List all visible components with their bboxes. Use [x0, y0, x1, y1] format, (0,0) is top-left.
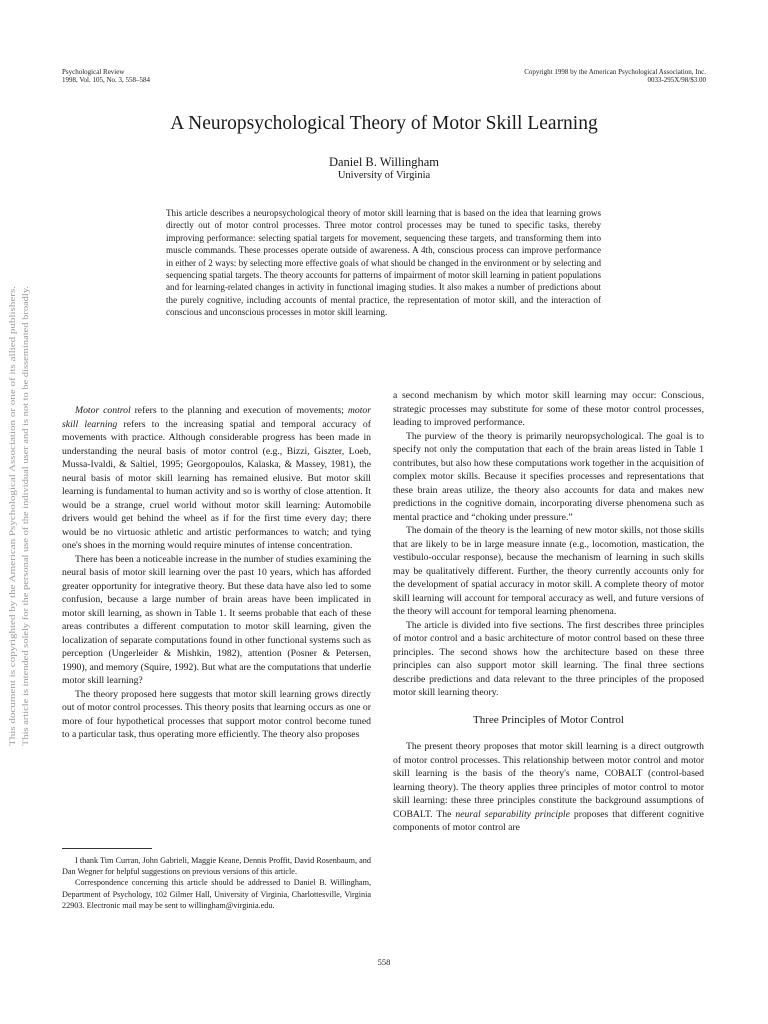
acknowledgment-footnote: I thank Tim Curran, John Gabrieli, Maggie Keane, Dennis Proffit, David Rosenbaum, and Dan Wegner for helpful suggestions on previous versions of this article. — [62, 856, 371, 877]
copyright-line: Copyright 1998 by the American Psychological Association, Inc. — [524, 68, 706, 76]
left-column — [62, 404, 371, 742]
paragraph — [62, 404, 371, 553]
paragraph: The article is divided into five sections. The first describes three principles of motor control and a basic architecture of motor control based on these three principles. The second shows how the architecture based on these three principles can also support motor skill learning. The final three sections describe predictions and data relevant to the three principles of the proposed motor skill learning theory. — [393, 619, 704, 698]
right-column — [393, 389, 704, 835]
journal-volume: 1998, Vol. 105, No. 3, 558–584 — [62, 76, 151, 84]
emphasis: Motor control — [75, 405, 131, 416]
author-name: Daniel B. Willingham — [328, 155, 440, 169]
copyright-sidebar — [2, 280, 36, 750]
paragraph-text: proposes that different cognitive components of motor control are — [393, 808, 704, 833]
copyright-notice — [524, 68, 706, 84]
article-title: A Neuropsychological Theory of Motor Skill Learning — [170, 113, 598, 134]
paragraph: The purview of the theory is primarily neuropsychological. The goal is to specify not only the computation that each of the brain areas listed in Table 1 contributes, but also how these computations work together in the acquisition of complex motor skills. Because it specifies processes and representations that these brain areas utilize, the theory also accounts for data and makes new predictions in the cognitive domain, incorporating diverse phenomena such as mental practice and “choking under pressure.” — [393, 430, 704, 523]
section-heading: Three Principles of Motor Control — [473, 713, 624, 726]
journal-citation — [62, 68, 150, 84]
paragraph-text: refers to the planning and execution of movements; — [130, 405, 348, 416]
paragraph-text: The present theory proposes that motor skill learning is a direct outgrowth of motor control processes. This relationship between motor control and motor skill learning is the basis of the theory's name, COBALT (control-based learning theory). The theory applies three principles of motor control to motor skill learning: these three principles constitute the background assumptions of COBALT. The — [393, 741, 704, 820]
page-number: 558 — [377, 957, 391, 967]
correspondence-footnote: Correspondence concerning this article should be addressed to Daniel B. Willingham, Department of Psychology, 102 Gilmer Hall, University of Virginia, Charlottesville, Virginia 22903. Electronic mail may be sent to willingham@virginia.edu. — [62, 878, 371, 910]
sidebar-line-1: This document is copyrighted by the American Psychological Association or one of its allied publishers. — [7, 387, 17, 746]
footnotes — [62, 855, 371, 911]
author-affiliation: University of Virginia — [337, 170, 431, 181]
emphasis: motor skill learning — [62, 405, 372, 430]
paragraph: There has been a noticeable increase in the number of studies examining the neural basis of motor skill learning over the past 10 years, which has afforded greater opportunity for integrative theory. But these data have also led to some confusion, because a large number of brain areas have been implicated in motor skill learning, as shown in Table 1. It seems probable that each of these areas contributes a different computation to motor skill learning, given the localization of separate computations found in other functional systems such as perception (Ungerleider & Mishkin, 1982), attention (Posner & Petersen, 1990), and memory (Squire, 1992). But what are the computations that underlie motor skill learning? — [62, 553, 371, 686]
paragraph: The domain of the theory is the learning of new motor skills, not those skills that are likely to be in large measure innate (e.g., locomotion, mastication, the vestibulo-occular response), because the mechanism of learning in such skills may be qualitatively different. Further, the theory currently accounts only for the development of spatial accuracy in motor skill. A complete theory of motor skill learning will account for temporal accuracy as well, and future versions of the theory will account for temporal learning phenomena. — [393, 525, 704, 617]
emphasis: neural separability principle — [455, 808, 570, 820]
journal-name: Psychological Review — [62, 68, 125, 76]
abstract: This article describes a neuropsychological theory of motor skill learning that is based on the idea that learning grows directly out of motor control processes. Three motor control processes may be tuned to specific tasks, thereby improving performance: selecting spatial targets for movement, sequencing these targets, and transforming them into muscle commands. These processes operate outside of awareness. A 4th, conscious process can improve performance in either of 2 ways: by selecting more effective goals of what should be changed in the environment or by selecting and sequencing spatial targets. The theory accounts for patterns of impairment of motor skill learning in patient populations and for learning-related changes in activity in functional imaging studies. It also makes a number of predictions about the purely cognitive, including accounts of mental practice, the representation of motor skill, and the interaction of conscious and unconscious processes in motor skill learning. — [166, 208, 601, 318]
sidebar-line-2: This article is intended solely for the personal use of the individual user and is not to be disseminated broadly. — [20, 368, 30, 746]
paragraph: a second mechanism by which motor skill learning may occur: Conscious, strategic processes may substitute for some of these motor control processes, leading to improved performance. — [393, 390, 704, 428]
paragraph: The theory proposed here suggests that motor skill learning grows directly out of motor control processes. This theory posits that learning occurs as one or more of four hypothetical processes that support motor control become tuned to a particular task, thus operating more efficiently. The theory also proposes — [62, 688, 371, 740]
sidebar-text-svg — [2, 280, 36, 750]
issn-line: 0033-295X/98/$3.00 — [647, 76, 706, 84]
paragraph-text: refers to the increasing spatial and temporal accuracy of movements with practice. Although considerable progress has been made in understanding the neural basis of motor control (e.g., Bizzi, Giszter, Loeb, Mussa-Ivaldi, & Saltiel, 1995; Georgopoulos, Kalaska, & Massey, 1981), the neural basis of motor skill learning has remained elusive. But motor skill learning is fundamental to human activity and so is worthy of close attention. It would be a strange, cruel world without motor skill learning: Automobile drivers would get behind the wheel as if for the first time every day; there would be no virtuosic athletic and artistic performances to watch; and tying one's shoes in the morning would require minutes of intense concentration. — [62, 418, 371, 551]
footnote-divider — [62, 848, 152, 849]
paragraph — [393, 740, 704, 835]
